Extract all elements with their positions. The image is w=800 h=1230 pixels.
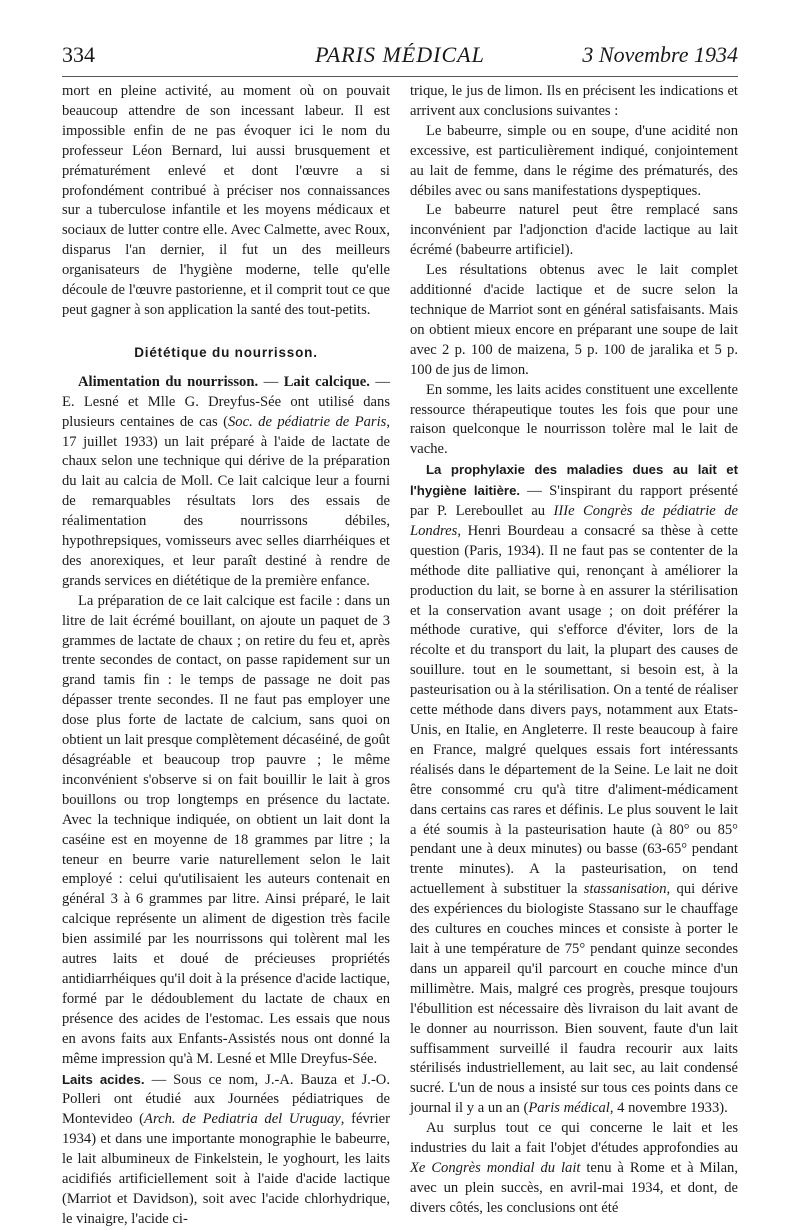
left-column xyxy=(62,82,390,1230)
paragraph: trique, le jus de limon. Ils en précisent les indications et arrivent aux conclusions suivantes : xyxy=(410,83,738,119)
page-number: 334 xyxy=(62,42,95,67)
paragraph-laits-acides: Laits acides. — Sous ce nom, J.-A. Bauza et J.-O. Polleri ont étudié aux Journées pédiatriques de Montevideo (Arch. de Pediatria del Uruguay, février 1934) et dans une importante monographie le babeurre, le lait albumineux de Finkelstein, le yoghourt, les laits acidifiés artificiellement soit à l'aide d'acide lactique (Marriot et Davidson), soit avec l'acide chlorhydrique, le vinaigre, l'acide ci- xyxy=(62,1071,390,1227)
paragraph: Les résultations obtenus avec le lait complet additionné d'acide lactique et de sucre selon la technique de Marriot sont en général satisfaisants. Mais on obtient mieux encore en préparant une soupe de lait avec 2 p. 100 de maizena, 5 p. 100 de jaralika et 5 p. 100 de jus de limon. xyxy=(410,262,738,378)
citation: Arch. de Pediatria del Uruguay xyxy=(144,1111,341,1128)
paragraph: mort en pleine activité, au moment où on pouvait beaucoup attendre de son incessant labeur. Il est impossible enfin de ne pas évoquer ici le nom du professeur Léon Bernard, lui aussi brusquement et prématurément enlevé et dont l'œuvre a si profondément contribué à préciser nos connaissances sur a tuberculose infantile et les moyens médicaux et sociaux de lutter contre elle. Avec Calmette, avec Roux, disparus l'an dernier, il fut un des meilleurs organisateurs de l'hygiène moderne, telle qu'elle découle de l'œuvre pastorienne, et il comprit tout ce que peut gagner à son application la santé des tout-petits. xyxy=(62,83,390,318)
paragraph: En somme, les laits acides constituent une excellente ressource thérapeutique toutes les fois que pour une raison quelconque le nourrisson tolère mal le lait de vache. xyxy=(410,381,738,458)
subsection-title: Laits acides. xyxy=(62,1071,145,1087)
paragraph: La préparation de ce lait calcique est facile : dans un litre de lait écrémé bouillant, on ajoute un paquet de 3 grammes de lactate de chaux ; on retire du feu et, après trente secondes de contact, on passe rapidement sur un grand tamis fin : le temps de passage ne doit pas dépasser trente secondes. Il ne faut pas employer une dose plus forte de lactate de calcium, sans quoi on obtient un lait presque complètement décaséiné, de goût désagréable et beaucoup trop pauvre ; le même inconvénient s'observe si on fait bouillir le lait à gros bouillons ou trop longtemps en présence du lactate. Avec la technique indiquée, on obtient un lait dont la caséine est en moyenne de 18 grammes par litre ; la teneur en beurre varie naturellement selon le lait employé : celui qu'utilisaient les auteurs contenait en général 3 à 6 grammes par litre. Ainsi préparé, le lait calcique représente un aliment de digestion très facile bien assimilé par les nourrissons qui tolèrent mal les autres laits et doué de précieuses propriétés antidiarrhéiques qu'il doit à la présence d'acide lactique, formé par le dédoublement du lactate de chaux en présence des acides de l'estomac. Les essais que nous en avons faits aux Enfants-Assistés nous ont donné la même impression qu'à M. Lesné et Mlle Dreyfus-Sée. xyxy=(62,592,390,1067)
running-header xyxy=(62,40,738,77)
section-heading: Diététique du nourrisson. xyxy=(134,344,318,360)
paragraph: Au surplus tout ce qui concerne le lait et les industries du lait a fait l'objet d'études approfondies au Xe Congrès mondial du lait tenu à Rome et à Milan, avec un plein succès, en avril-mai 1934, et dont, de divers côtés, les conclusions ont été xyxy=(410,1120,738,1216)
subsection-title: La prophylaxie des maladies dues au lait et l'hygiène laitière. xyxy=(410,462,738,499)
paragraph-lait-calcique: Alimentation du nourrisson. — Lait calcique. — E. Lesné et Mlle G. Dreyfus-Sée ont utilisé dans plusieurs centaines de cas (Soc. de pédiatrie de Paris, 17 juillet 1933) un lait préparé à l'aide de lactate de chaux selon une technique qui dérive de la préparation du lait au calcia de Moll. Ce lait calcique leur a fourni de remarquables résultats lors des essais de réalimentation des nourrissons débiles, hypothrepsiques, vomisseurs avec selles diarrhéiques et des anorexiques, et leur paraît destiné à rendre de grands services en diététique de la première enfance. xyxy=(62,373,390,589)
citation: Soc. de pédiatrie de Paris xyxy=(228,413,387,430)
subsection-title: Lait calcique. xyxy=(283,373,370,390)
paragraph-prophylaxie: La prophylaxie des maladies dues au lait et l'hygiène laitière. — S'inspirant du rapport présenté par P. Lereboullet au IIIe Congrès de pédiatrie de Londres, Henri Bourdeau a consacré sa thèse à cette question (Paris, 1934). Il ne faut pas se contenter de la méthode dite palliative qui, renonçant à améliorer la production du lait, se borne à en assurer la stérilisation et la conservation avant usage ; on doit préférer la méthode curative, qui s'efforce d'éviter, lors de la récolte et du transport du lait, la plupart des causes de souillure. tout en le soumettant, si besoin est, à la pasteurisation ou à la stérilisation. On a tenté de réaliser cette méthode dans divers pays, notamment aux Etats-Unis, en Italie, en Angleterre. Il reste beaucoup à faire en France, malgré quelques essais fort intéressants réalisés dans le département de la Seine. Le lait ne doit être consommé cru qu'à titre d'aliment-médicament dans certains cas rares et définis. Le plus souvent le lait a été soumis à la pasteurisation haute (à 80° ou 85° pendant une à deux minutes) ou basse (63-65° pendant trente minutes). A la pasteurisation, on tend actuellement à substituer la stassanisation, qui dérive des expériences du biologiste Stassano sur le chauffage des cultures en couches minces et consiste à porter le lait à une température de 75° pendant quinze secondes dans un appareil qu'il parcourt en couche mince d'un millimètre. Mais, malgré ces progrès, presque toujours l'ébullition est nécessaire dès livraison du lait avant de le donner au nourrisson. Bien souvent, faute d'un lait suffisamment surveillé il faudra recourir aux laits stérilisés industriellement, au lait sec, au lait condensé sucré. L'un de nous a insisté sur tous ces points dans ce journal il y a un an (Paris médical, 4 novembre 1933). xyxy=(410,462,738,1117)
journal-title: PARIS MÉDICAL xyxy=(315,42,485,67)
right-column xyxy=(410,82,738,1219)
subsection-title: Alimentation du nourrisson. xyxy=(78,373,259,390)
citation: Paris médical xyxy=(528,1100,610,1117)
citation: Xe Congrès mondial du lait xyxy=(410,1159,581,1176)
citation: IIIe Congrès de pédiatrie de Londres xyxy=(410,503,738,539)
paragraph: Le babeurre, simple ou en soupe, d'une acidité non excessive, est particulièrement indiqué, conjointement au lait de femme, dans le régime des prématurés, des débiles avec ou sans manifestations dyspeptiques. xyxy=(410,122,738,199)
paragraph: Le babeurre naturel peut être remplacé sans inconvénient par l'adjonction d'acide lactique au lait écrémé (babeurre artificiel). xyxy=(410,202,738,259)
issue-date: 3 Novembre 1934 xyxy=(582,42,738,67)
term: stassanisation xyxy=(583,881,667,898)
